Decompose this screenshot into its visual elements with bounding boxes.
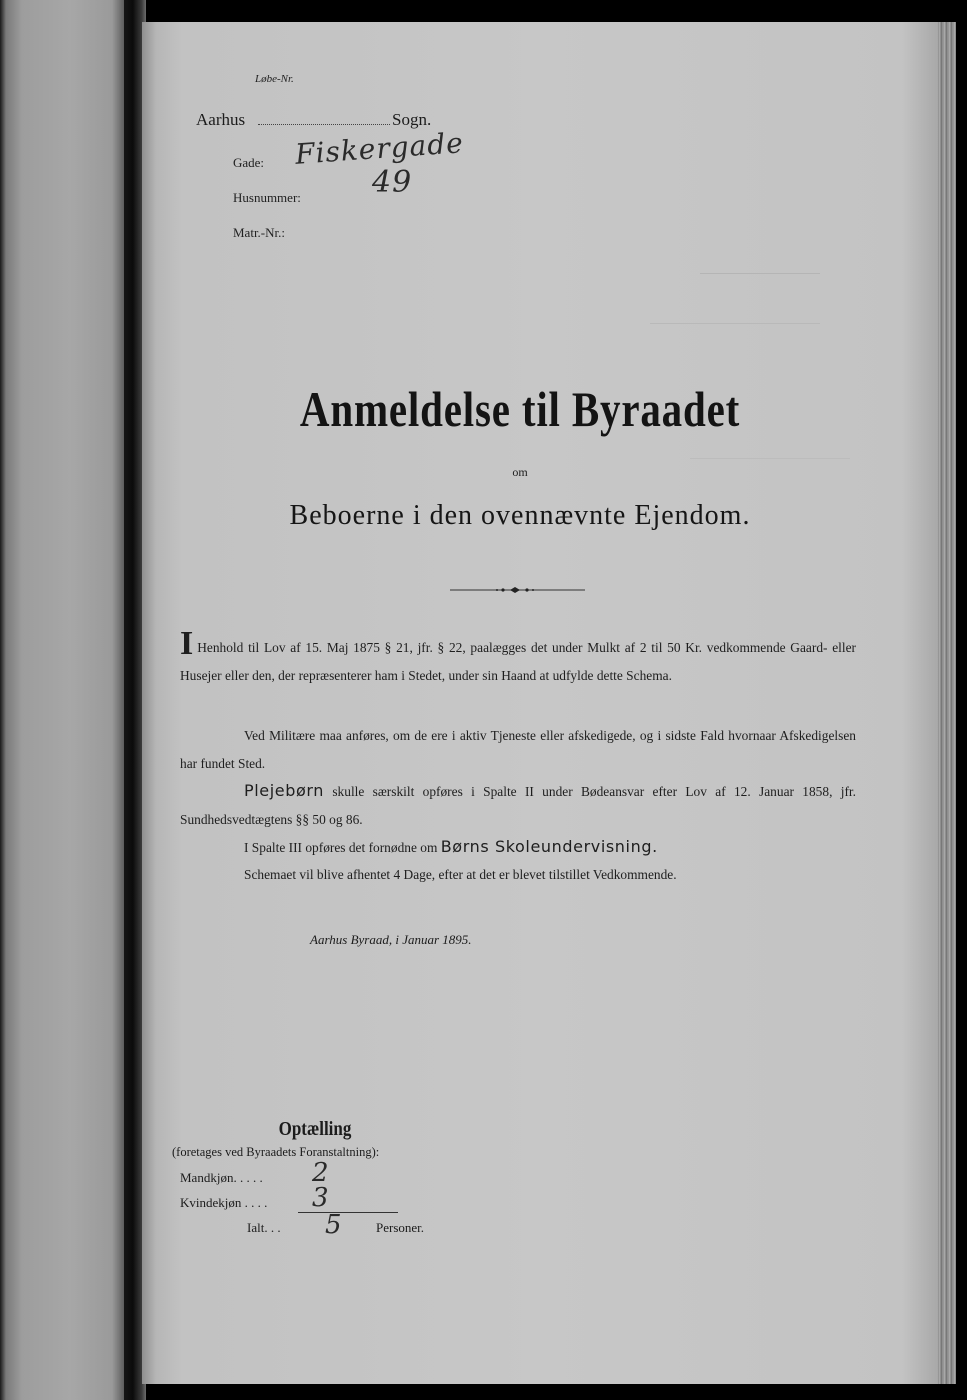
matr-nr-label: Matr.-Nr.:: [233, 225, 285, 240]
total-label: Ialt. . .: [247, 1220, 281, 1235]
signature-line: Aarhus Byraad, i Januar 1895.: [310, 932, 472, 947]
persons-label: Personer.: [376, 1220, 425, 1235]
loebe-nr-label: Løbe-Nr.: [255, 73, 294, 85]
paragraph-foster-children-text: skulle særskilt opføres i Spalte II under Bødeansvar efter Lov af 12. Januar 1858, jfr. Sundhedsvedtægtens §§ 50 og 86.: [180, 784, 856, 827]
female-label: Kvindekjøn . . . .: [180, 1195, 268, 1210]
paragraph-collection: [180, 861, 856, 889]
parish-prefix: Aarhus: [196, 110, 246, 129]
house-number-value-handwritten: 49: [372, 165, 413, 200]
divider-ornament: [450, 582, 585, 598]
bleed-through-mark: [690, 440, 850, 459]
street-label: Gade:: [233, 155, 265, 170]
paragraph-schooling: [180, 833, 856, 862]
document-subtitle: Beboerne i den ovennævnte Ejendom.: [289, 500, 751, 531]
page-stack-edge: [938, 22, 956, 1384]
paragraph-schooling-text: I Spalte III opføres det fornødne om: [244, 840, 438, 855]
paragraph-military-text: Ved Militære maa anføres, om de ere i aktiv Tjeneste eller afskedigede, og i sidste Fald hvornaar Afskedigelsen har fundet Sted.: [180, 728, 856, 771]
total-count-handwritten: 5: [325, 1210, 342, 1240]
paragraph-foster-children: [180, 777, 856, 834]
bleed-through-mark: [650, 305, 820, 324]
paragraph-collection-text: Schemaet vil blive afhentet 4 Dage, efter at det er blevet tilstillet Vedkommende.: [244, 867, 677, 882]
count-note: (foretages ved Byraadets Foranstaltning):: [172, 1145, 380, 1159]
parish-field: [258, 108, 390, 125]
male-count-handwritten: 2: [312, 1158, 329, 1188]
facing-page-left: [0, 0, 128, 1400]
paragraph-law: [180, 625, 856, 690]
female-count-handwritten: 3: [312, 1183, 329, 1213]
count-title: Optælling: [278, 1118, 352, 1140]
street-value-handwritten: Fiskergade: [294, 126, 465, 171]
bleed-through-mark: [700, 255, 820, 274]
schooling-emphasis: Børns Skoleundervisning.: [440, 837, 658, 856]
title-connector: om: [512, 465, 528, 479]
paragraph-law-text: Henhold til Lov af 15. Maj 1875 § 21, jfr. § 22, paalægges det under Mulkt af 2 til 50 Kr. vedkommende Gaard- eller Husejer eller den, der repræsenterer ham i Stedet, under sin Haand at udfylde dette Schema.: [180, 640, 856, 683]
document-title: Anmeldelse til Byraadet: [299, 381, 741, 437]
male-label: Mandkjøn. . . . .: [180, 1170, 263, 1185]
dropcap: I: [180, 625, 194, 662]
foster-children-lead: Plejebørn: [244, 781, 325, 800]
paragraph-military: [180, 722, 856, 778]
parish-suffix: Sogn.: [392, 110, 432, 129]
house-number-label: Husnummer:: [233, 190, 301, 205]
sum-rule: [298, 1212, 398, 1213]
